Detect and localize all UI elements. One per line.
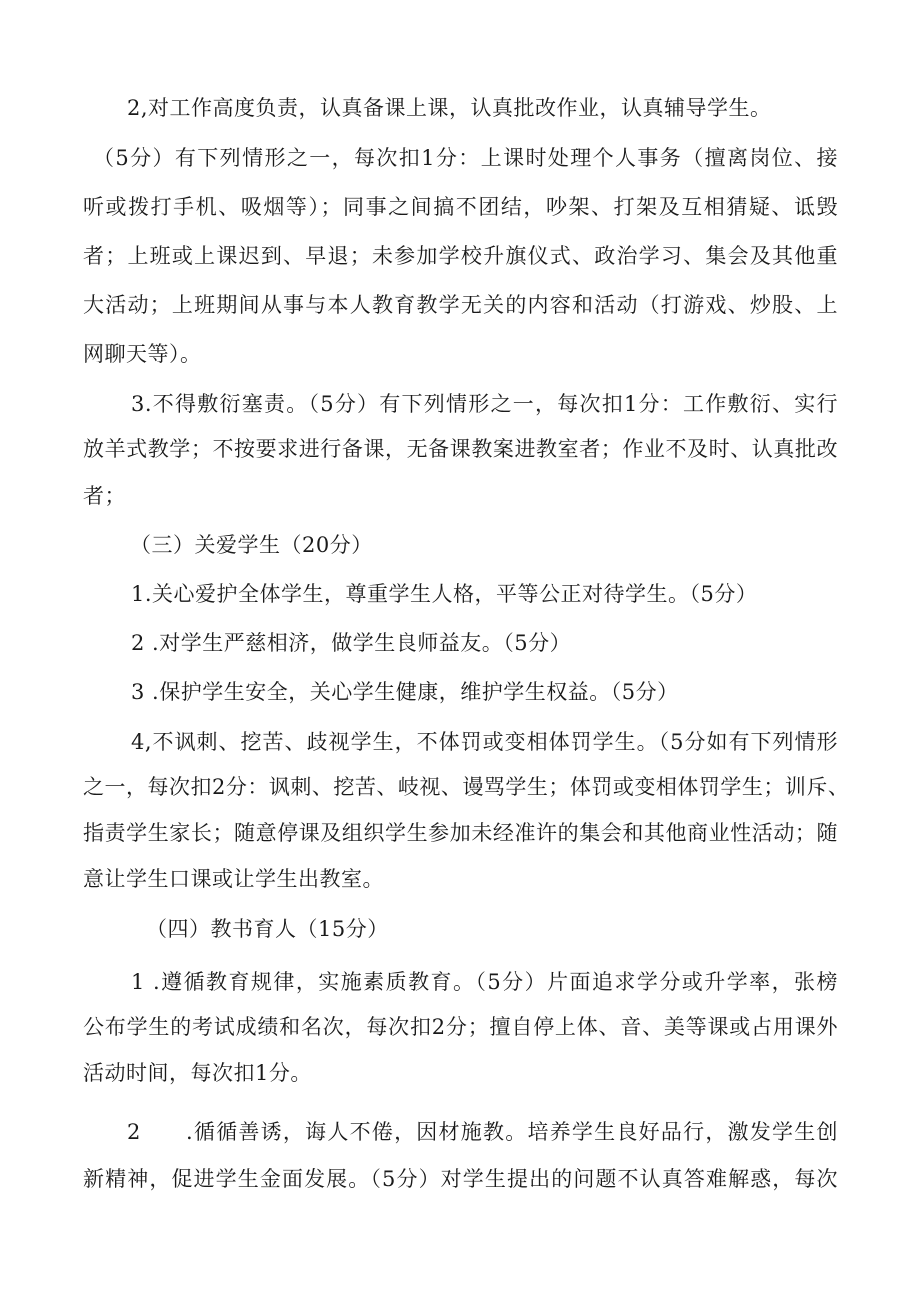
- paragraph-line: 之一，每次扣2分：讽刺、挖苦、岐视、谩骂学生；体罚或变相体罚学生；训斥、: [83, 775, 850, 799]
- paragraph-line: 2,对工作高度负责，认真备课上课，认真批改作业，认真辅导学生。: [127, 96, 772, 120]
- paragraph-line: 活动时间，每次扣1分。: [83, 1061, 312, 1085]
- paragraph-line: 大活动；上班期间从事与本人教育教学无关的内容和活动（打游戏、炒股、上: [83, 293, 838, 317]
- paragraph-line: 1.关心爱护全体学生，尊重学生人格，平等公正对待学生。（5分）: [131, 582, 758, 606]
- paragraph-line: 者；: [83, 484, 126, 508]
- paragraph-line: 新精神，促进学生金面发展。（5分）对学生提出的问题不认真答难解惑，每次: [83, 1167, 838, 1191]
- paragraph-line: 放羊式教学；不按要求进行备课，无备课教案进教室者；作业不及时、认真批改: [83, 437, 838, 461]
- paragraph-line: 公布学生的考试成绩和名次，每次扣2分；擅自停上体、音、美等课或占用课外: [83, 1015, 838, 1039]
- paragraph-line: 2 .对学生严慈相济，做学生良师益友。（5分）: [131, 631, 572, 655]
- paragraph-line: 听或拨打手机、吸烟等）；同事之间搞不团结，吵架、打架及互相猜疑、诋毁: [83, 195, 838, 219]
- paragraph-line: 2 .循循善诱，诲人不倦，因材施教。培养学生良好品行，激发学生创: [127, 1120, 838, 1144]
- paragraph-line: 1 .遵循教育规律，实施素质教育。（5分）片面追求学分或升学率，张榜: [131, 970, 838, 994]
- paragraph-line: 意让学生口课或让学生出教室。: [83, 867, 384, 891]
- paragraph-line: 4,不讽刺、挖苦、歧视学生，不体罚或变相体罚学生。（5分如有下列情形: [131, 730, 838, 754]
- paragraph-line: 3.不得敷衍塞责。（5分）有下列情形之一，每次扣1分：工作敷衍、实行: [131, 392, 838, 416]
- section-heading: （三）关爱学生（20分）: [130, 533, 373, 557]
- paragraph-line: 网聊天等）。: [83, 342, 202, 366]
- paragraph-line: 指责学生家长；随意停课及组织学生参加未经准许的集会和其他商业性活动；随: [83, 821, 838, 845]
- section-heading: （四）教书育人（15分）: [146, 917, 389, 941]
- paragraph-line: （5分）有下列情形之一，每次扣1分：上课时处理个人事务（擅离岗位、接: [93, 146, 838, 170]
- paragraph-line: 者；上班或上课迟到、早退；未参加学校升旗仪式、政治学习、集会及其他重: [83, 244, 838, 268]
- paragraph-line: 3 .保护学生安全，关心学生健康，维护学生权益。（5分）: [131, 680, 679, 704]
